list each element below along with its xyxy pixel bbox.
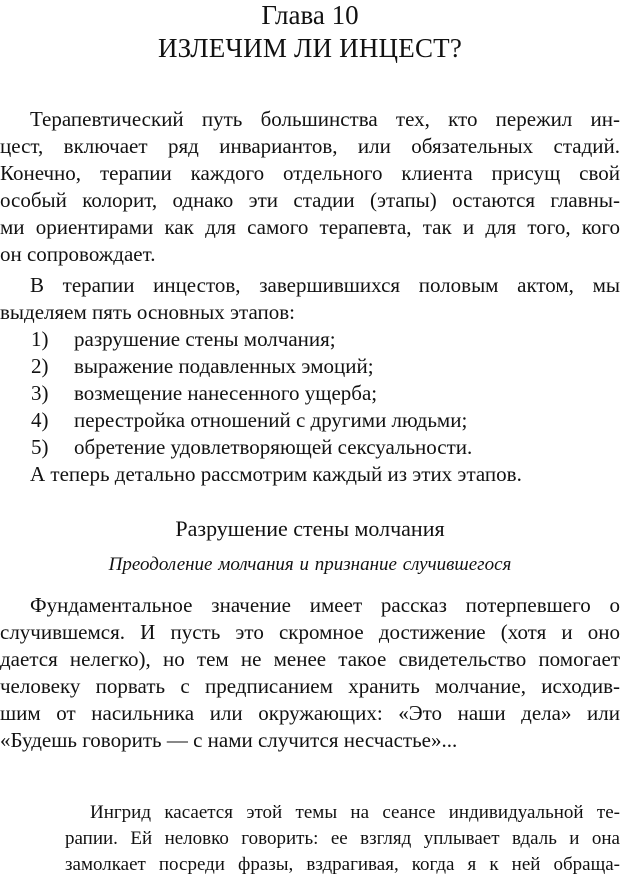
intro-p1-line-4: особый колорит, однако эти стадии (этапы) остаются главны- (0, 188, 620, 212)
example-line-2: рапии. Ей неловко говорить: ее взгляд уплывает вдаль и она (65, 828, 620, 849)
stage-text: возмещение нанесенного ущерба; (74, 381, 378, 405)
stage-text: перестройка отношений с другими людьми; (74, 408, 468, 432)
stage-number: 3) (31, 381, 49, 405)
stage-number: 5) (31, 435, 49, 459)
intro-p1-line-1: Терапевтический путь большинства тех, кто пережил ин- (30, 107, 620, 131)
stage-number: 1) (31, 327, 49, 351)
intro-p2-line-1: В терапии инцестов, завершившихся половым актом, мы (30, 273, 620, 297)
stage-number: 2) (31, 354, 49, 378)
stage-text: выражение подавленных эмоций; (74, 354, 374, 378)
section-p-line-3: дается нелегко), но тем не менее такое свидетельство помогает (0, 647, 620, 671)
example-line-3: замолкает посреди фразы, вздрагивая, когда я к ней обраща- (65, 854, 620, 875)
intro-p1-line-5: ми ориентирами как для самого терапевта, так и для того, кого (0, 215, 620, 239)
chapter-number: Глава 10 (261, 0, 359, 30)
intro-p1-line-3: Конечно, терапии каждого отдельного клиента присущ свой (0, 161, 620, 185)
intro-p2-line-2: выделяем пять основных этапов: (0, 300, 296, 324)
intro-p1-line-2: цест, включает ряд инвариантов, или обязательных стадий. (0, 134, 620, 158)
stage-list-item (31, 326, 336, 352)
section-p-line-2: случившемся. И пусть это скромное достижение (хотя и оно (0, 620, 620, 644)
section-subtitle: Преодоление молчания и признание случившегося (108, 554, 512, 575)
stage-list-item (31, 407, 467, 433)
stage-list-item (31, 353, 374, 379)
intro-closing: А теперь детально рассмотрим каждый из этих этапов. (30, 462, 522, 486)
example-line-1: Ингрид касается этой темы на сеансе индивидуальной те- (90, 802, 620, 823)
stage-number: 4) (31, 408, 49, 432)
stage-list-item (31, 380, 377, 406)
stage-text: обретение удовлетворяющей сексуальности. (74, 435, 473, 459)
section-p-line-6: «Будешь говорить — с нами случится несчастье»... (0, 728, 458, 752)
intro-p1-line-6: он сопровождает. (0, 242, 156, 266)
stage-text: разрушение стены молчания; (74, 327, 336, 351)
section-p-line-4: человеку порвать с предписанием хранить молчание, исходив- (0, 674, 620, 698)
chapter-title: ИЗЛЕЧИМ ЛИ ИНЦЕСТ? (157, 33, 463, 63)
section-p-line-1: Фундаментальное значение имеет рассказ потерпевшего о (30, 593, 620, 617)
section-title: Разрушение стены молчания (175, 516, 445, 541)
stage-list-item (31, 434, 472, 460)
section-p-line-5: шим от насильника или окружающих: «Это наши дела» или (0, 701, 620, 725)
